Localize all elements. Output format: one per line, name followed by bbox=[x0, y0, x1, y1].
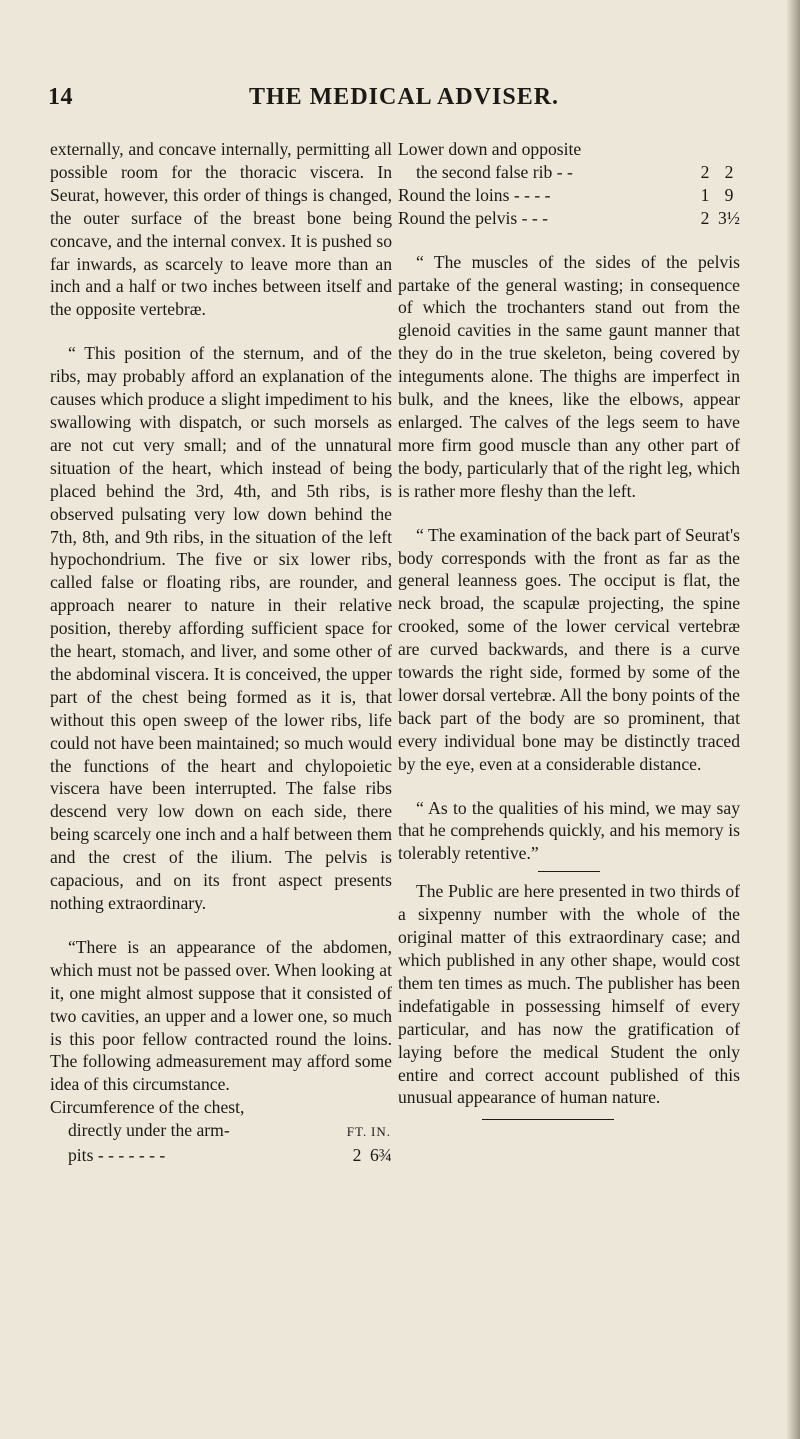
measure-row-rib-a: Lower down and opposite bbox=[398, 139, 582, 159]
measure-feet: 1 bbox=[700, 184, 710, 205]
measure-inches: 2 bbox=[724, 161, 734, 182]
measure-inches: 3½ bbox=[718, 207, 740, 228]
page-edge-shadow bbox=[786, 0, 800, 1439]
paragraph-muscles: “ The muscles of the sides of the pelvis partake of the general wasting; in consequence of which the trochanters stand out from the glenoid cavities in the same gaunt manner that they do in the true skeleton, being covered by integuments alone. The thighs are imperfect in bulk, and the knees, like the elbows, appear enlarged. The calves of the legs seem to have more firm good muscle than any other part of the body, particularly that of the right leg, which is rather more fleshy than the left. bbox=[398, 251, 740, 501]
paragraph-breast-bone: externally, and concave internally, permitting all possible room for the thoracic viscera. In Seurat, however, this order of things is changed, the outer surface of the breast bone being concave, and the internal convex. It is pushed so far inwards, as scarcely to leave more than an inch and a half or two inches between itself and the opposite vertebræ. bbox=[50, 139, 392, 320]
unit-inches-header: IN. bbox=[371, 1124, 391, 1140]
left-column bbox=[50, 138, 392, 1167]
paragraph-mind: “ As to the qualities of his mind, we may say that he comprehends quickly, and his memory is tolerably retentive.” bbox=[398, 797, 740, 864]
measure-feet: 2 bbox=[352, 1145, 362, 1166]
measure-row-pelvis: Round the pelvis - - - 2 3½ bbox=[398, 207, 740, 228]
paragraph-abdomen: “There is an appearance of the abdomen, which must not be passed over. When looking at it, one might almost suppose that it consisted of two cavities, an upper and a lower one, so much is this poor fellow contracted round the loins. The following admeasurement may afford some idea of this circumstance. bbox=[50, 936, 392, 1095]
page-header bbox=[48, 84, 760, 124]
measure-inches: 9 bbox=[724, 184, 734, 205]
section-divider bbox=[538, 871, 600, 872]
measure-heading: Circumference of the chest, bbox=[50, 1097, 245, 1118]
page-number: 14 bbox=[48, 84, 73, 110]
measure-feet: 2 bbox=[700, 207, 710, 228]
running-title: THE MEDICAL ADVISER. bbox=[248, 84, 560, 110]
measure-row-loins: Round the loins - - - - 1 9 bbox=[398, 184, 740, 207]
end-rule bbox=[482, 1119, 614, 1120]
measure-feet: 2 bbox=[700, 161, 710, 182]
measure-inches: 6¾ bbox=[370, 1145, 392, 1166]
measure-row-chest-a: directly under the arm- FT. IN. bbox=[50, 1119, 392, 1144]
right-column bbox=[398, 138, 740, 1120]
measure-row-chest-b: pits - - - - - - - 2 6¾ bbox=[68, 1145, 392, 1166]
paragraph-publisher-note: The Public are here presented in two thirds of a sixpenny number with the whole of the original matter of this extraordinary case; and which published in any other shape, would cost them ten times as much. The publisher has been indefatigable in possessing himself of every particular, and has now the gratification of laying before the medical Student the only entire and correct account published of this unusual appearance of human nature. bbox=[398, 881, 740, 1108]
unit-feet-header: FT. bbox=[346, 1124, 368, 1140]
measure-row-rib-b: the second false rib - - 2 2 bbox=[398, 161, 740, 184]
paragraph-sternum: “ This position of the sternum, and of the ribs, may probably afford an explanation of the causes which produce a slight impediment to his swallowing with dispatch, or such morsels as are not cut very small; and of the unnatural situation of the heart, which instead of being placed behind the 3rd, 4th, and 5th ribs, is observed pulsating very low down behind the 7th, 8th, and 9th ribs, in the situation of the left hypochondrium. The five or six lower ribs, called false or floating ribs, are rounder, and approach nearer to nature in their relative position, thereby affording sufficient space for the heart, stomach, and liver, and some other of the abdominal viscera. It is conceived, the upper part of the chest being formed as it is, that without this open sweep of the lower ribs, life could not have been maintained; so much would the functions of the heart and chylopoietic viscera have been interrupted. The false ribs descend very low down on each side, there being scarcely one inch and a half between them and the crest of the ilium. The pelvis is capacious, and on its front aspect presents nothing extraordinary. bbox=[50, 343, 392, 913]
paragraph-back: “ The examination of the back part of Seurat's body corresponds with the front as far as the general leanness goes. The occiput is flat, the neck broad, the scapulæ projecting, the spine crooked, some of the lower cervical vertebræ are curved backwards, and there is a curve towards the right side, formed by some of the lower dorsal vertebræ. All the bony points of the back part of the body are so prominent, that every individual bone may be distinctly traced by the eye, even at a considerable distance. bbox=[398, 524, 740, 774]
